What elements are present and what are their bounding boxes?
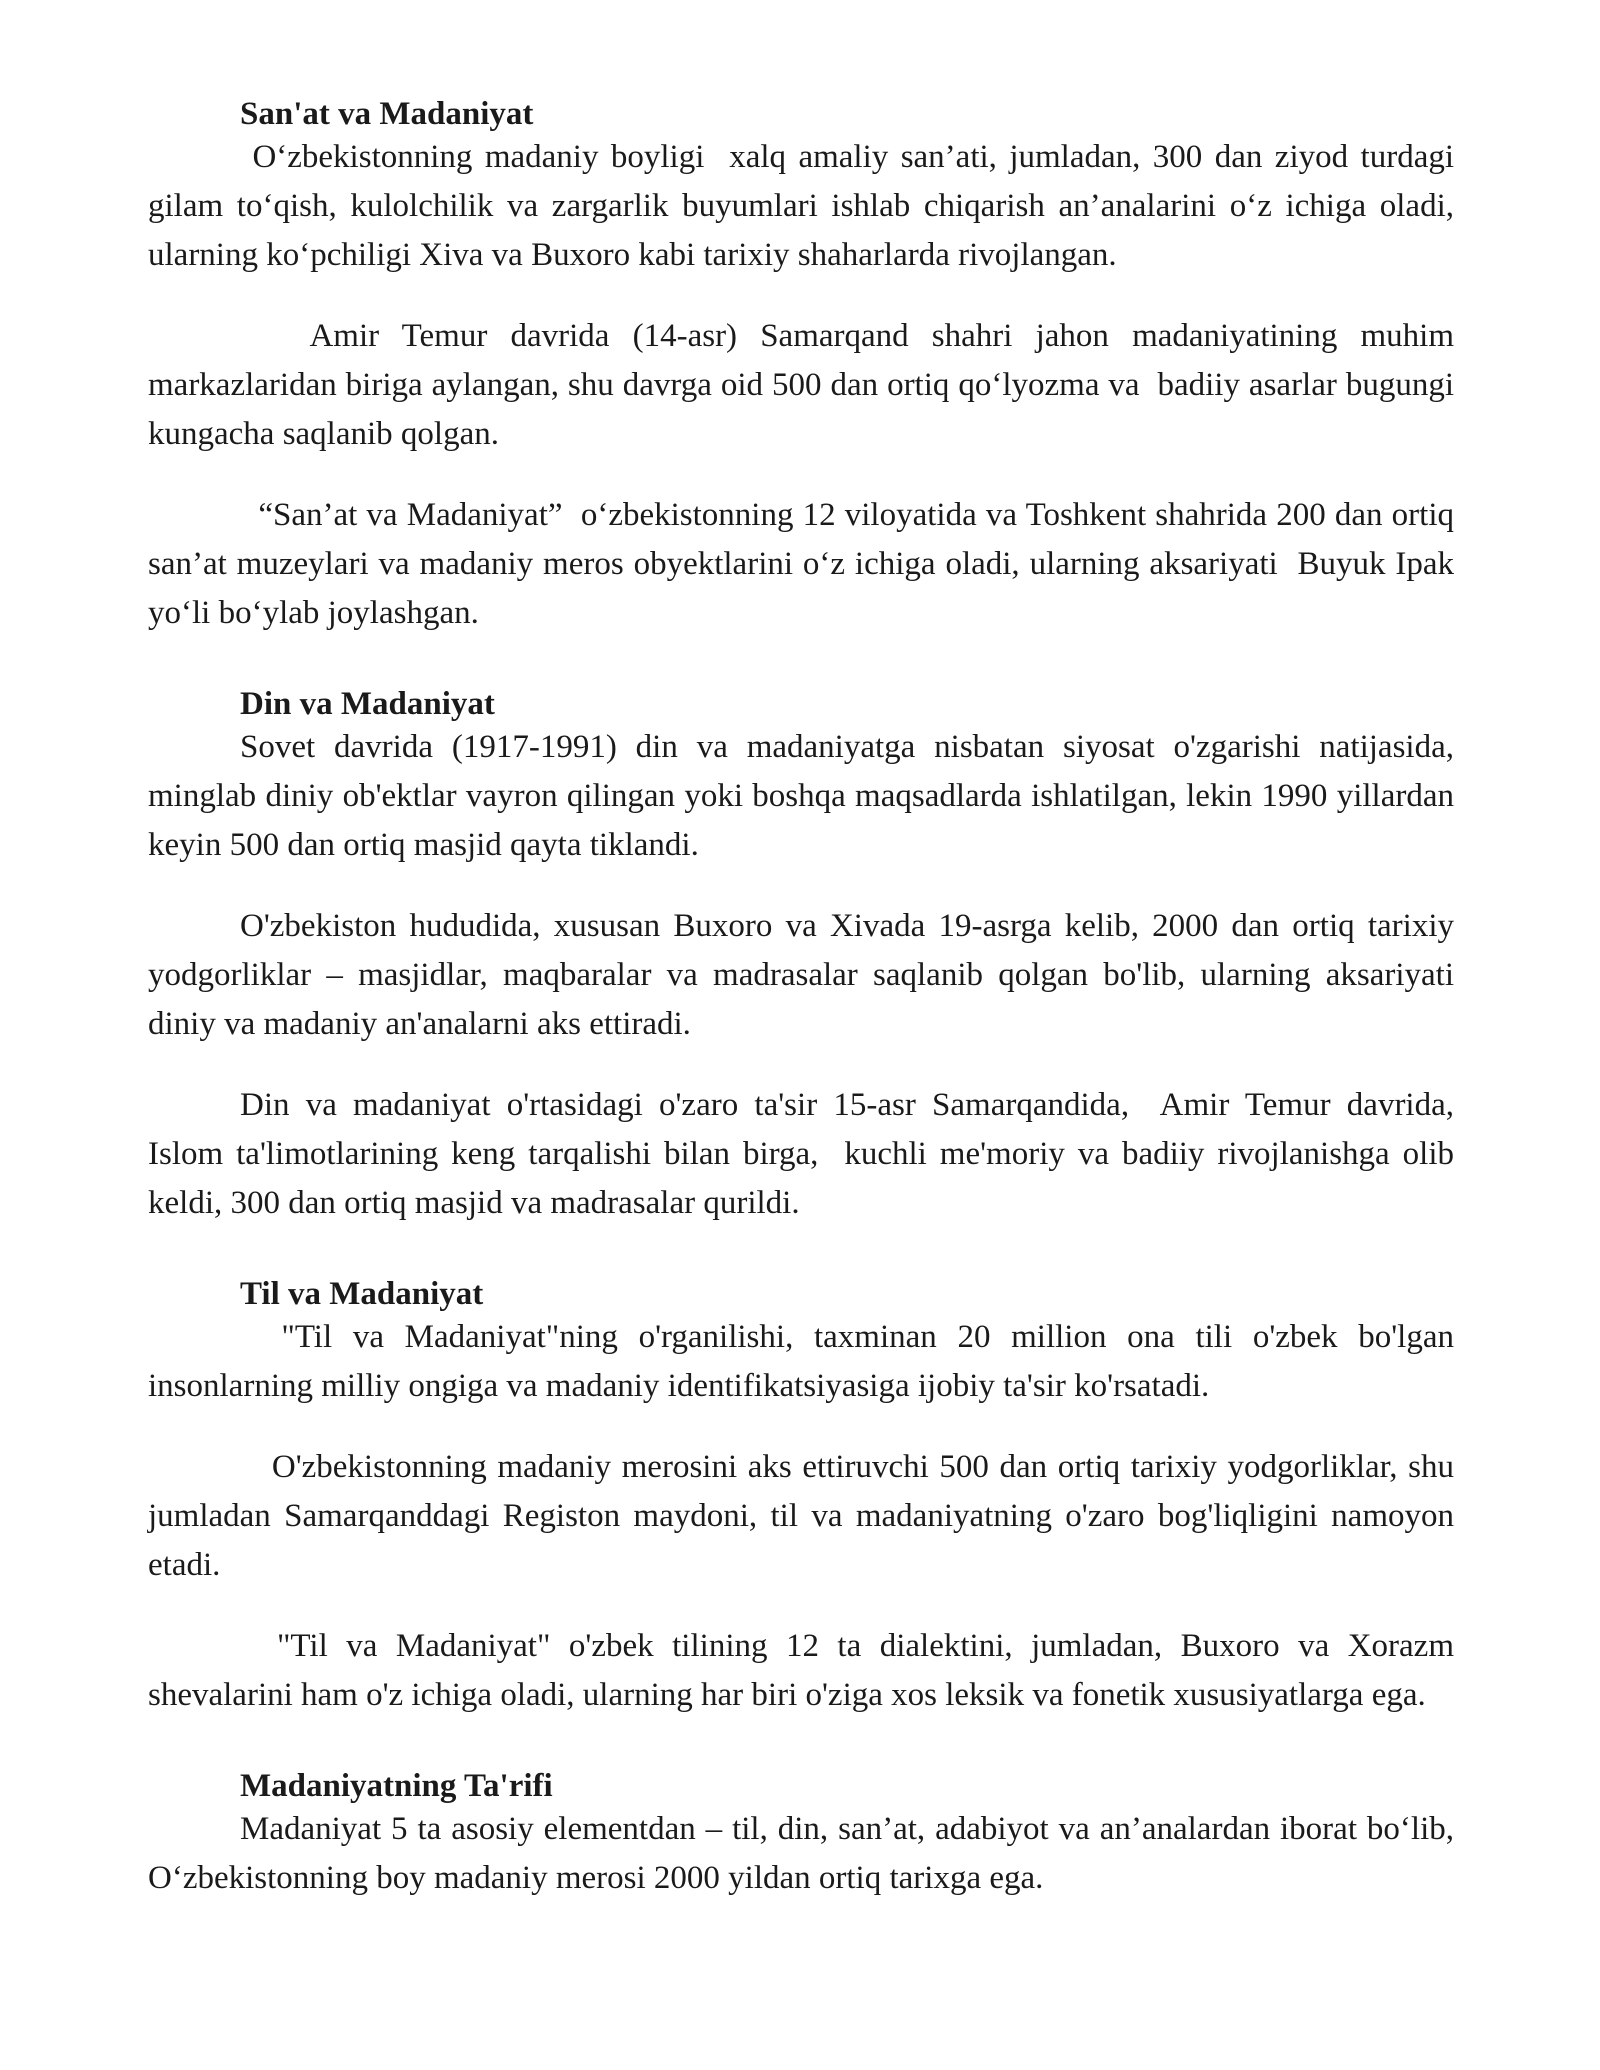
paragraph: O'zbekiston hududida, xususan Buxoro va Xivada 19-asrga kelib, 2000 dan ortiq tarixiy yodgorliklar – masjidlar, maqbaralar va madrasalar saqlanib qolgan bo'lib, ularning aksariyati diniy va madaniy an'analarni aks ettiradi. [148, 908, 1463, 1042]
section-din-va-madaniyat [148, 684, 1471, 1228]
paragraph: “San’at va Madaniyat” o‘zbekistonning 12 viloyatida va Toshkent shahrida 200 dan ortiq san’at muzeylari va madaniy meros obyektlarini o‘z ichiga oladi, ularning aksariyati Buyuk Ipak yo‘li bo‘ylab joylashgan. [148, 497, 1463, 631]
paragraph: Amir Temur davrida (14-asr) Samarqand shahri jahon madaniyatining muhim markazlaridan biriga aylangan, shu davrga oid 500 dan ortiq qo‘lyozma va badiiy asarlar bugungi kungacha saqlanib qolgan. [148, 318, 1463, 452]
section-madaniyatning-tarifi [148, 1766, 1463, 1903]
section-sanat-va-madaniyat [148, 94, 1463, 638]
section-heading: Din va Madaniyat [240, 686, 495, 722]
section-heading: Til va Madaniyat [240, 1276, 484, 1312]
paragraph: Din va madaniyat o'rtasidagi o'zaro ta'sir 15-asr Samarqandida, Amir Temur davrida, Islom ta'limotlarining keng tarqalishi bilan birga, kuchli me'moriy va badiiy rivojlanishga olib keldi, 300 dan ortiq masjid va madrasalar qurildi. [148, 1087, 1471, 1221]
paragraph: "Til va Madaniyat"ning o'rganilishi, taxminan 20 million ona tili o'zbek bo'lgan insonlarning milliy ongiga va madaniy identifikatsiyasiga ijobiy ta'sir ko'rsatadi. [148, 1319, 1463, 1404]
document-page [148, 94, 1471, 1903]
paragraph: Madaniyat 5 ta asosiy elementdan – til, din, san’at, adabiyot va an’analardan iborat bo‘lib, O‘zbekistonning boy madaniy merosi 2000 yildan ortiq tarixga ega. [148, 1811, 1463, 1896]
section-til-va-madaniyat [148, 1274, 1463, 1720]
paragraph: "Til va Madaniyat" o'zbek tilining 12 ta dialektini, jumladan, Buxoro va Xorazm shevalarini ham o'z ichiga oladi, ularning har biri o'ziga xos leksik va fonetik xususiyatlarga ega. [148, 1628, 1463, 1713]
paragraph: O'zbekistonning madaniy merosini aks ettiruvchi 500 dan ortiq tarixiy yodgorliklar, shu jumladan Samarqanddagi Registon maydoni, til va madaniyatning o'zaro bog'liqligini namoyon etadi. [148, 1449, 1463, 1583]
paragraph: Sovet davrida (1917-1991) din va madaniyatga nisbatan siyosat o'zgarishi natijasida, minglab diniy ob'ektlar vayron qilingan yoki boshqa maqsadlarda ishlatilgan, lekin 1990 yillardan keyin 500 dan ortiq masjid qayta tiklandi. [148, 729, 1463, 863]
paragraph: O‘zbekistonning madaniy boyligi xalq amaliy san’ati, jumladan, 300 dan ziyod turdagi gilam to‘qish, kulolchilik va zargarlik buyumlari ishlab chiqarish an’analarini o‘z ichiga oladi, ularning ko‘pchiligi Xiva va Buxoro kabi tarixiy shaharlarda rivojlangan. [148, 139, 1463, 273]
section-heading: San'at va Madaniyat [240, 96, 534, 132]
section-heading: Madaniyatning Ta'rifi [240, 1768, 553, 1804]
